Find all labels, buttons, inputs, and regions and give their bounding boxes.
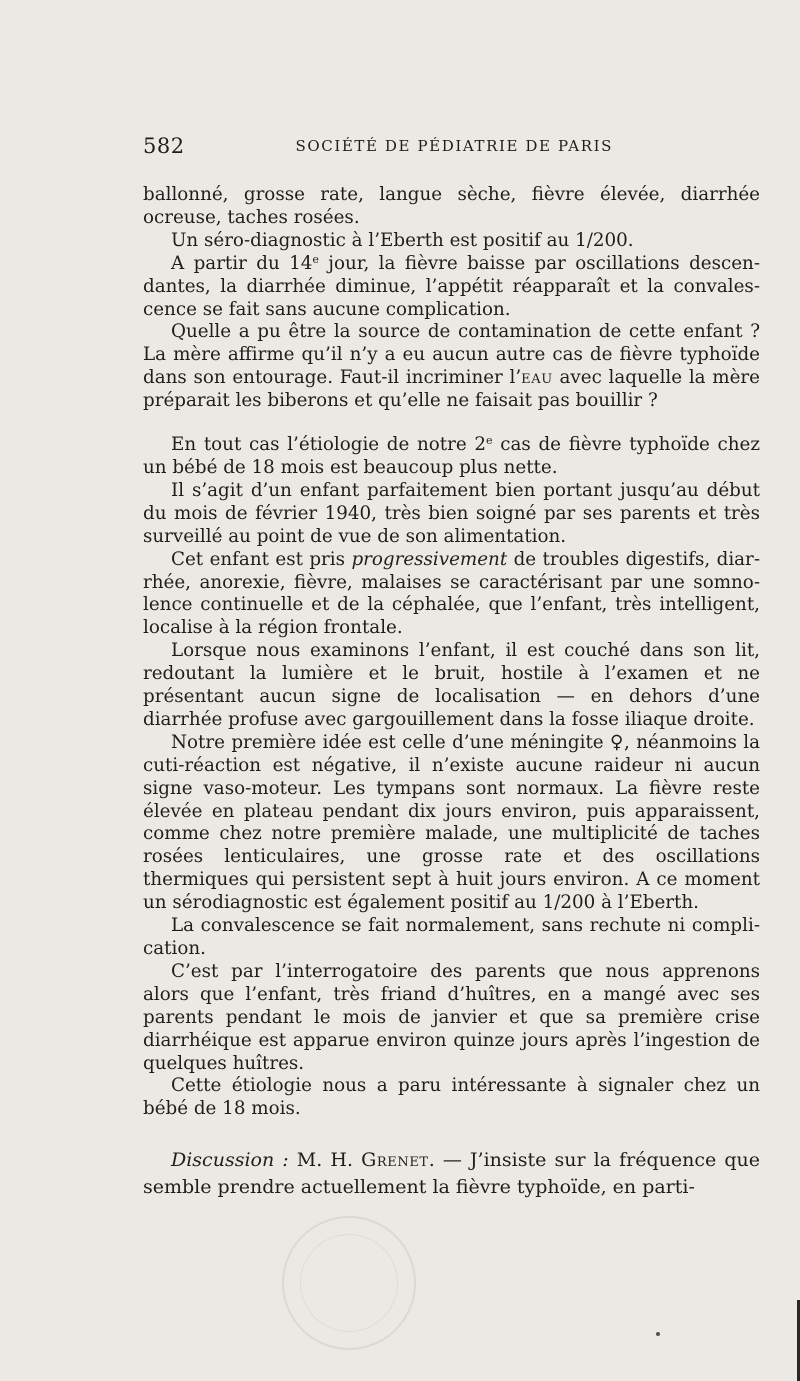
- superscript: e: [486, 434, 493, 448]
- paragraph-5: [143, 434, 760, 480]
- paragraph-9: Notre première idée est celle d’une méningite ♀, néanmoins la cuti-réaction est négative, il n’existe aucune raideur ni aucun signe vaso-moteur. Les tympans sont normaux. La fièvre reste élevée en plateau pendant dix jours environ, puis apparaissent, comme chez notre première malade, une multiplicité de taches rosées lenticulaires, une grosse rate et des oscillations thermiques qui persistent sept à huit jours environ. A ce moment un sérodiagnostic est également positif au 1/200 à l’Eberth.: [143, 731, 760, 914]
- small-caps-word: eau: [521, 367, 553, 389]
- italic-word: progressivement: [351, 548, 508, 570]
- running-title: SOCIÉTÉ DE PÉDIATRIE DE PARIS: [295, 137, 613, 155]
- library-stamp-watermark: [282, 1216, 416, 1350]
- superscript: e: [312, 252, 319, 266]
- paragraph-6: Il s’agit d’un enfant parfaitement bien portant jusqu’au début du mois de février 1940, très bien soigné par ses parents et très surveillé au point de vue de son alimentation.: [143, 479, 760, 547]
- paragraph-4-text-a: Quelle a pu être la source de contamination de cette enfant ? La mère affirme qu’il n’y a eu aucun autre cas de fièvre typhoïde dans son entourage. Faut-il incriminer l’: [143, 321, 760, 389]
- paragraph-8: Lorsque nous examinons l’enfant, il est couché dans son lit, redoutant la lumière et le bruit, hostile à l’examen et ne présentant aucun signe de localisation — en dehors d’une diarrhée profuse avec gargouillement dans la fosse iliaque droite.: [143, 640, 760, 730]
- speaker-name: Grenet: [361, 1149, 429, 1172]
- page-number: 582: [143, 134, 185, 158]
- page-header: [143, 134, 613, 160]
- paragraph-4: [143, 321, 760, 413]
- discussion-text-a: M. H.: [288, 1149, 362, 1172]
- paragraph-3-text-a: A partir du 14: [171, 252, 313, 274]
- ink-speck: [656, 1332, 660, 1336]
- paragraph-2: Un séro-diagnostic à l’Eberth est positif au 1/200.: [171, 229, 634, 251]
- discussion-label: Discussion :: [171, 1149, 289, 1172]
- paragraph-7: [143, 549, 760, 641]
- paragraph-3: [143, 253, 760, 322]
- paragraph-12: Cette étiologie nous a paru intéressante à signaler chez un bébé de 18 mois.: [143, 1075, 760, 1120]
- discussion-text-b: . — J’insiste sur la fréquence que semble prendre actuellement la fièvre typhoïde, en parti-: [143, 1149, 760, 1199]
- paragraph-11: C’est par l’interrogatoire des parents que nous apprenons alors que l’enfant, très friand d’huîtres, en a mangé avec ses parents pendant le mois de janvier et que sa première crise diarrhéique est apparue environ quinze jours après l’ingestion de quelques huîtres.: [143, 960, 760, 1074]
- paragraph-4-text-b: avec laquelle la mère préparait les biberons et qu’elle ne faisait pas bouillir ?: [143, 367, 760, 412]
- paragraph-1: ballonné, grosse rate, langue sèche, fièvre élevée, diarrhée ocreuse, taches rosées.: [143, 184, 760, 228]
- paragraph-10: La convalescence se fait normalement, sans rechute ni complication.: [143, 915, 760, 959]
- stamp-inner-ring: [300, 1234, 398, 1332]
- paragraph-5-text-b: cas de fièvre typhoïde chez un bébé de 18 mois est beaucoup plus nette.: [143, 434, 760, 478]
- paragraph-7-text-a: Cet enfant est pris: [171, 548, 352, 570]
- paragraph-7-text-b: de troubles digestifs, diarrhée, anorexie, fièvre, malaises se caractérisant par une somnolence continuelle et de la céphalée, que l’enfant, très intelligent, localise à la région frontale.: [143, 548, 760, 639]
- body-text: [143, 184, 760, 1201]
- paragraph-5-text-a: En tout cas l’étiologie de notre 2: [171, 434, 487, 456]
- paragraph-discussion: [143, 1147, 760, 1201]
- paragraph-3-text-b: jour, la fièvre baisse par oscillations descendantes, la diarrhée diminue, l’appétit réapparaît et la convalescence se fait sans aucune complication.: [143, 252, 760, 320]
